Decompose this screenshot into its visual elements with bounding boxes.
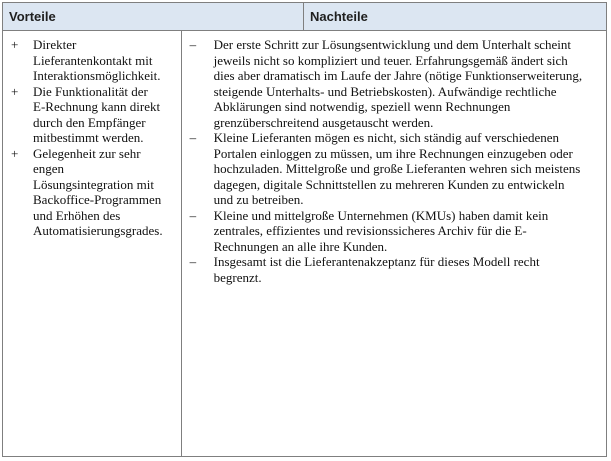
header-vorteile: Vorteile <box>3 3 304 30</box>
disadvantage-text: Der erste Schritt zur Lösungsentwicklung und dem Unterhalt scheint jeweils nicht so kompliziert und teuer. Erfahrungsgemäß ändert sich dies aber dramatisch im Laufe der Jahre (nötige Funktionserweiterung, steigende Unterhalts- und Betriebskosten). Aufwändige rechtliche Abklärungen sind notwendig, speziell wenn Rechnungen grenzüberschreitend ausgetauscht werden. <box>213 37 583 130</box>
table-header-row <box>3 3 606 31</box>
advantage-text: Gelegenheit zur sehr engen Lösungsintegration mit Backoffice-Programmen und Erhöhen des Automatisierungsgrades. <box>33 145 163 238</box>
minus-marker: – <box>189 207 197 223</box>
plus-marker: + <box>11 145 19 161</box>
advantage-text: Direkter Lieferantenkontakt mit Interaktionsmöglichkeit. <box>33 37 161 83</box>
list-item <box>182 37 606 130</box>
list-item <box>3 146 181 239</box>
minus-marker: – <box>189 254 197 269</box>
list-item <box>182 208 606 255</box>
disadvantages-cell <box>182 31 606 456</box>
disadvantages-list <box>182 31 606 285</box>
pros-cons-table <box>2 2 607 457</box>
table-body-row <box>3 31 606 456</box>
advantages-cell <box>3 31 182 456</box>
header-nachteile: Nachteile <box>310 9 368 24</box>
disadvantage-text: Kleine und mittelgroße Unternehmen (KMUs) haben damit kein zentrales, effizientes und revisionssicheres Archiv für die E-Rechnungen an alle ihre Kunden. <box>213 207 549 254</box>
list-item <box>182 254 606 285</box>
disadvantage-text: Kleine Lieferanten mögen es nicht, sich ständig auf verschiedenen Portalen einloggen zu müssen, um ihre Rechnungen einzugeben oder hochzuladen. Mittelgroße und große Lieferanten wehren sich meistens dagegen, digitale Schnittstellen zu mehreren Kunden zu entwickeln und zu betreiben. <box>213 130 581 207</box>
advantages-list <box>3 31 181 239</box>
list-item <box>3 37 181 84</box>
minus-marker: – <box>189 130 197 145</box>
plus-marker: + <box>11 37 19 52</box>
minus-marker: – <box>189 37 197 52</box>
list-item <box>3 84 181 146</box>
list-item <box>182 130 606 208</box>
plus-marker: + <box>11 83 19 99</box>
disadvantage-text: Insgesamt ist die Lieferantenakzeptanz für dieses Modell recht begrenzt. <box>213 254 540 285</box>
advantage-text: Die Funktionalität der E-Rechnung kann direkt durch den Empfänger mitbestimmt werden. <box>33 83 161 145</box>
